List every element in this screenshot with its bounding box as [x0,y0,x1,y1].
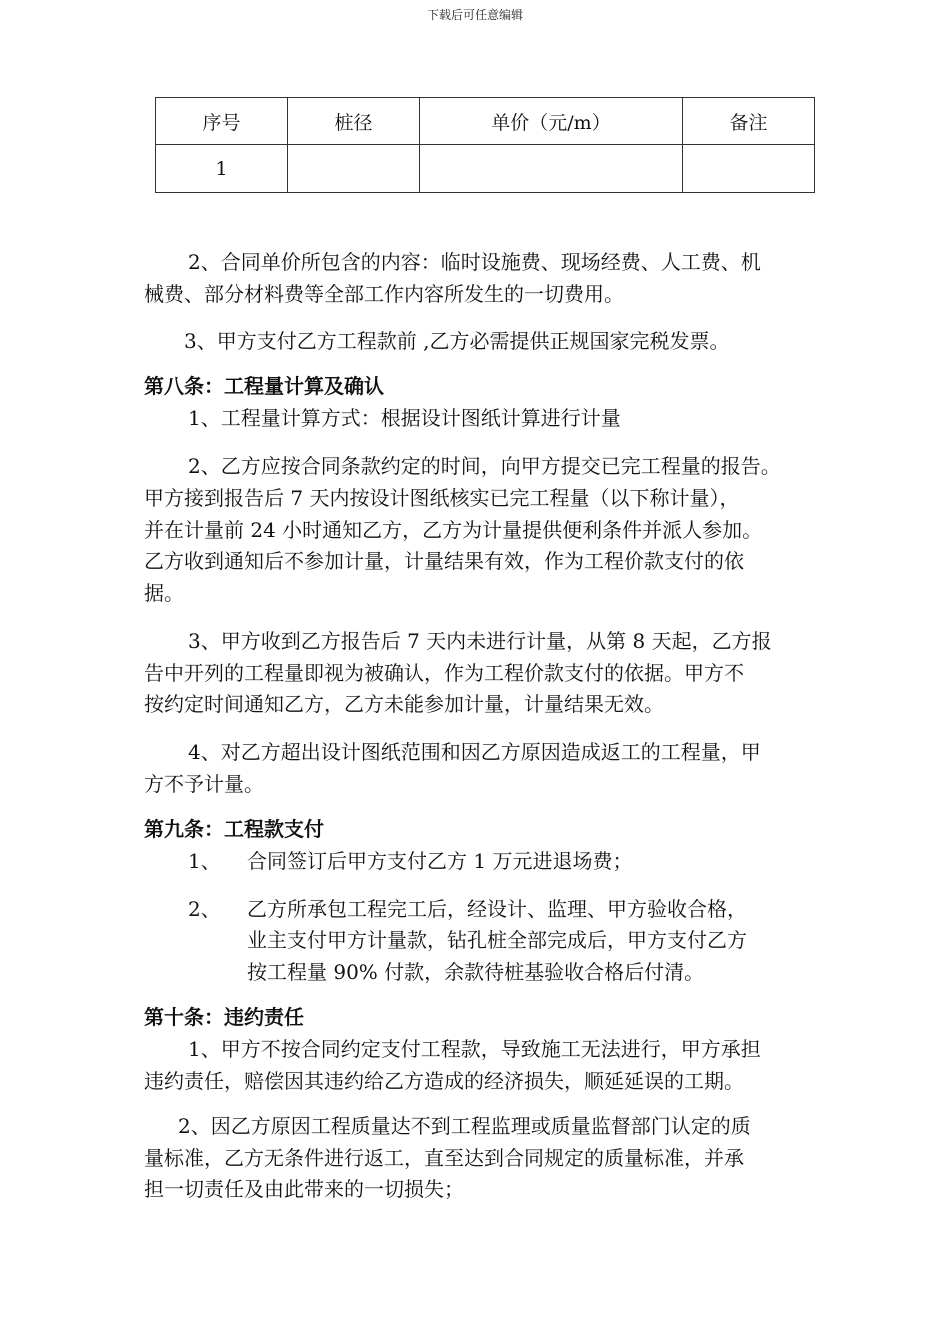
list-item-text: 乙方所承包工程完工后，经设计、监理、甲方验收合格， [247,897,747,921]
paragraph-line: 3、甲方支付乙方工程款前 ,乙方必需提供正规国家完税发票。 [184,329,730,353]
table-row [156,145,815,193]
table-header-row [156,98,815,145]
paragraph-line: 担一切责任及由此带来的一切损失； [144,1177,464,1201]
paragraph-line: 2、乙方应按合同条款约定的时间，向甲方提交已完工程量的报告。 [188,454,781,478]
paragraph-line: 方不予计量。 [144,772,264,796]
paragraph-line: 并在计量前 24 小时通知乙方，乙方为计量提供便利条件并派人参加。 [144,518,763,542]
page-header: 下载后可任意编辑 [426,8,523,22]
paragraph-line: 据。 [144,581,184,605]
section-heading: 第十条：违约责任 [144,1005,304,1029]
section-heading: 第九条：工程款支付 [144,817,324,841]
list-item-text: 合同签订后甲方支付乙方 1 万元进退场费； [247,849,633,873]
paragraph-line: 1、工程量计算方式：根据设计图纸计算进行计量 [188,406,621,430]
paragraph-line: 违约责任，赔偿因其违约给乙方造成的经济损失，顺延延误的工期。 [144,1069,744,1093]
list-item-number: 1、 [188,849,221,873]
paragraph-line: 甲方接到报告后 7 天内按设计图纸核实已完工程量（以下称计量）， [144,486,740,510]
paragraph-line: 3、甲方收到乙方报告后 7 天内未进行计量，从第 8 天起，乙方报 [188,629,772,653]
list-item-text: 业主支付甲方计量款，钻孔桩全部完成后，甲方支付乙方 [247,928,747,952]
table-cell [288,145,420,193]
paragraph-line: 按约定时间通知乙方，乙方未能参加计量，计量结果无效。 [144,692,664,716]
paragraph-line: 2、因乙方原因工程质量达不到工程监理或质量监督部门认定的质 [178,1114,751,1138]
paragraph-line: 1、甲方不按合同约定支付工程款，导致施工无法进行，甲方承担 [188,1037,761,1061]
table-cell [420,145,683,193]
table-header-cell: 桩径 [288,98,420,145]
list-item-number: 2、 [188,897,221,921]
paragraph-line: 量标准，乙方无条件进行返工，直至达到合同规定的质量标准，并承 [144,1146,744,1170]
price-table [155,97,815,193]
table-cell: 1 [156,145,288,193]
table-cell [683,145,815,193]
list-item-text: 按工程量 90% 付款，余款待桩基验收合格后付清。 [247,960,705,984]
section-heading: 第八条：工程量计算及确认 [144,374,384,398]
paragraph-line: 乙方收到通知后不参加计量，计量结果有效，作为工程价款支付的依 [144,549,744,573]
table-header-cell: 备注 [683,98,815,145]
table-header-cell: 单价（元/m） [420,98,683,145]
paragraph-line: 2、合同单价所包含的内容：临时设施费、现场经费、人工费、机 [188,250,761,274]
paragraph-line: 告中开列的工程量即视为被确认，作为工程价款支付的依据。甲方不 [144,661,744,685]
paragraph-line: 械费、部分材料费等全部工作内容所发生的一切费用。 [144,282,624,306]
paragraph-line: 4、对乙方超出设计图纸范围和因乙方原因造成返工的工程量，甲 [188,740,761,764]
table-header-cell: 序号 [156,98,288,145]
